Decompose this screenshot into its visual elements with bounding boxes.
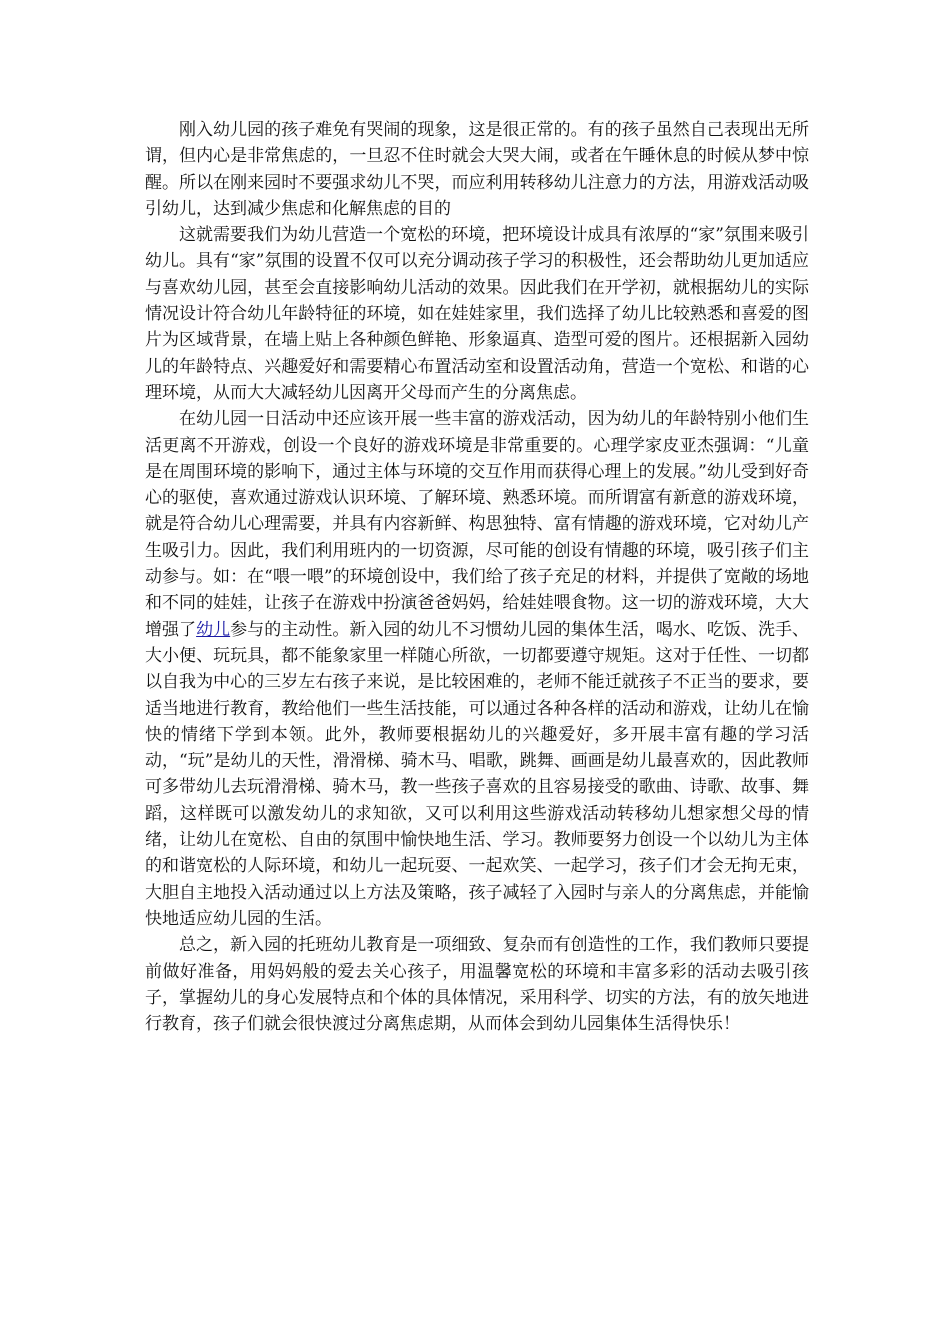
paragraph-1: 刚入幼儿园的孩子难免有哭闹的现象，这是很正常的。有的孩子虽然自己表现出无所谓，但内心是非常焦虑的，一旦忍不住时就会大哭大闹，或者在午睡休息的时候从梦中惊醒。所以在刚来园时不要强求幼儿不哭，而应利用转移幼儿注意力的方法，用游戏活动吸引幼儿，达到减少焦虑和化解焦虑的目的	[145, 120, 809, 219]
youer-link[interactable]: 幼儿	[196, 619, 231, 640]
paragraph-2: 这就需要我们为幼儿营造一个宽松的环境，把环境设计成具有浓厚的“家”氛围来吸引幼儿。具有“家”氛围的设置不仅可以充分调动孩子学习的积极性，还会帮助幼儿更加适应与喜欢幼儿园，甚至会直接影响幼儿活动的效果。因此我们在开学初，就根据幼儿的实际情况设计符合幼儿年龄特征的环境，如在娃娃家里，我们选择了幼儿比较熟悉和喜爱的图片为区域背景，在墙上贴上各种颜色鲜艳、形象逼真、造型可爱的图片。还根据新入园幼儿的年龄特点、兴趣爱好和需要精心布置活动室和设置活动角，营造一个宽松、和谐的心理环境，从而大大减轻幼儿因离开父母而产生的分离焦虑。	[145, 225, 809, 403]
paragraph-4: 总之，新入园的托班幼儿教育是一项细致、复杂而有创造性的工作，我们教师只要提前做好准备，用妈妈般的爱去关心孩子，用温馨宽松的环境和丰富多彩的活动去吸引孩子，掌握幼儿的身心发展特点和个体的具体情况，采用科学、切实的方法，有的放矢地进行教育，孩子们就会很快渡过分离焦虑期，从而体会到幼儿园集体生活得快乐！	[145, 935, 809, 1035]
paragraph-3-text-after-link: 参与的主动性。新入园的幼儿不习惯幼儿园的集体生活，喝水、吃饭、洗手、大小便、玩玩具，都不能象家里一样随心所欲，一切都要遵守规矩。这对于任性、一切都以自我为中心的三岁左右孩子来说，是比较困难的，老师不能迁就孩子不正当的要求，要适当地进行教育，教给他们一些生活技能，可以通过各种各样的活动和游戏，让幼儿在愉快的情绪下学到本领。此外，教师要根据幼儿的兴趣爱好，多开展丰富有趣的学习活动，“玩”是幼儿的天性，滑滑梯、骑木马、唱歌，跳舞、画画是幼儿最喜欢的，因此教师可多带幼儿去玩滑滑梯、骑木马，教一些孩子喜欢的且容易接受的歌曲、诗歌、故事、舞蹈，这样既可以激发幼儿的求知欲，又可以利用这些游戏活动转移幼儿想家想父母的情绪，让幼儿在宽松、自由的氛围中愉快地生活、学习。教师要努力创设一个以幼儿为主体的和谐宽松的人际环境，和幼儿一起玩耍、一起欢笑、一起学习，孩子们才会无拘无束，大胆自主地投入活动通过以上方法及策略，孩子减轻了入园时与亲人的分离焦虑，并能愉快地适应幼儿园的生活。	[145, 619, 810, 929]
paragraph-3	[145, 406, 809, 932]
paragraph-3-text-before-link: 在幼儿园一日活动中还应该开展一些丰富的游戏活动，因为幼儿的年龄特别小他们生活更离不开游戏，创设一个良好的游戏环境是非常重要的。心理学家皮亚杰强调：“儿童是在周围环境的影响下，通过主体与环境的交互作用而获得心理上的发展。”幼儿受到好奇心的驱使，喜欢通过游戏认识环境、了解环境、熟悉环境。而所谓富有新意的游戏环境，就是符合幼儿心理需要，并具有内容新鲜、构思独特、富有情趣的游戏环境，它对幼儿产生吸引力。因此，我们利用班内的一切资源，尽可能的创设有情趣的环境，吸引孩子们主动参与。如：在“喂一喂”的环境创设中，我们给了孩子充足的材料，并提供了宽敞的场地和不同的娃娃，让孩子在游戏中扮演爸爸妈妈，给娃娃喂食物。这一切的游戏环境，大大增强了	[145, 409, 809, 640]
document-body	[145, 117, 809, 1037]
